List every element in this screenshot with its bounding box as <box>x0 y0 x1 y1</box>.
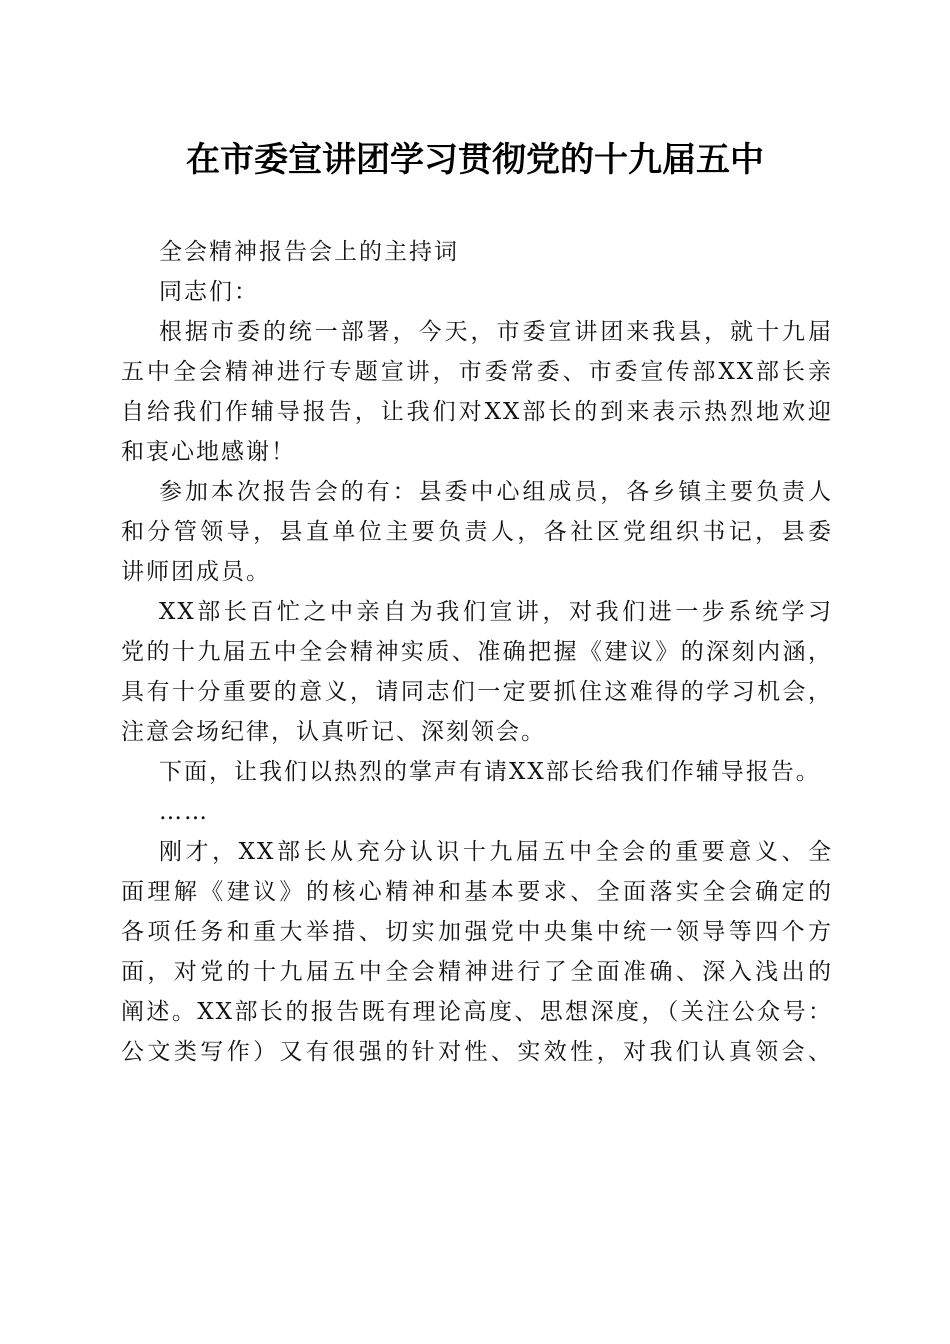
body-line: 公文类写作）又有很强的针对性、实效性，对我们认真领会、 <box>121 1039 833 1065</box>
document-body <box>121 232 833 1072</box>
body-line: 下面，让我们以热烈的掌声有请XX部长给我们作辅导报告。 <box>159 759 821 785</box>
body-line: 和衷心地感谢！ <box>121 439 296 465</box>
body-line: 注意会场纪律，认真听记、深刻领会。 <box>121 719 546 745</box>
body-line: 刚才，XX部长从充分认识十九届五中全会的重要意义、全 <box>159 839 833 865</box>
body-line: 面理解《建议》的核心精神和基本要求、全面落实全会确定的 <box>121 879 833 905</box>
body-line: 面，对党的十九届五中全会精神进行了全面准确、深入浅出的 <box>121 959 833 985</box>
body-line: …… <box>159 799 209 825</box>
document-title: 在市委宣讲团学习贯彻党的十九届五中 <box>186 140 764 180</box>
body-line: 全会精神报告会上的主持词 <box>159 239 459 265</box>
body-line: 和分管领导，县直单位主要负责人，各社区党组织书记，县委 <box>121 519 833 545</box>
body-line: 党的十九届五中全会精神实质、准确把握《建议》的深刻内涵， <box>121 639 833 665</box>
body-line: 自给我们作辅导报告，让我们对XX部长的到来表示热烈地欢迎 <box>121 399 833 425</box>
body-line: 各项任务和重大举措、切实加强党中央集中统一领导等四个方 <box>121 919 833 945</box>
body-line: 根据市委的统一部署，今天，市委宣讲团来我县，就十九届 <box>159 319 833 345</box>
body-line: XX部长百忙之中亲自为我们宣讲，对我们进一步系统学习 <box>159 599 833 625</box>
body-line: 讲师团成员。 <box>121 559 271 585</box>
body-line: 阐述。XX部长的报告既有理论高度、思想深度，（关注公众号： <box>121 999 833 1025</box>
body-line: 同志们： <box>159 279 259 305</box>
body-line: 参加本次报告会的有：县委中心组成员，各乡镇主要负责人 <box>159 479 833 505</box>
body-line: 五中全会精神进行专题宣讲，市委常委、市委宣传部XX部长亲 <box>121 359 833 385</box>
body-line: 具有十分重要的意义，请同志们一定要抓住这难得的学习机会， <box>121 679 833 705</box>
